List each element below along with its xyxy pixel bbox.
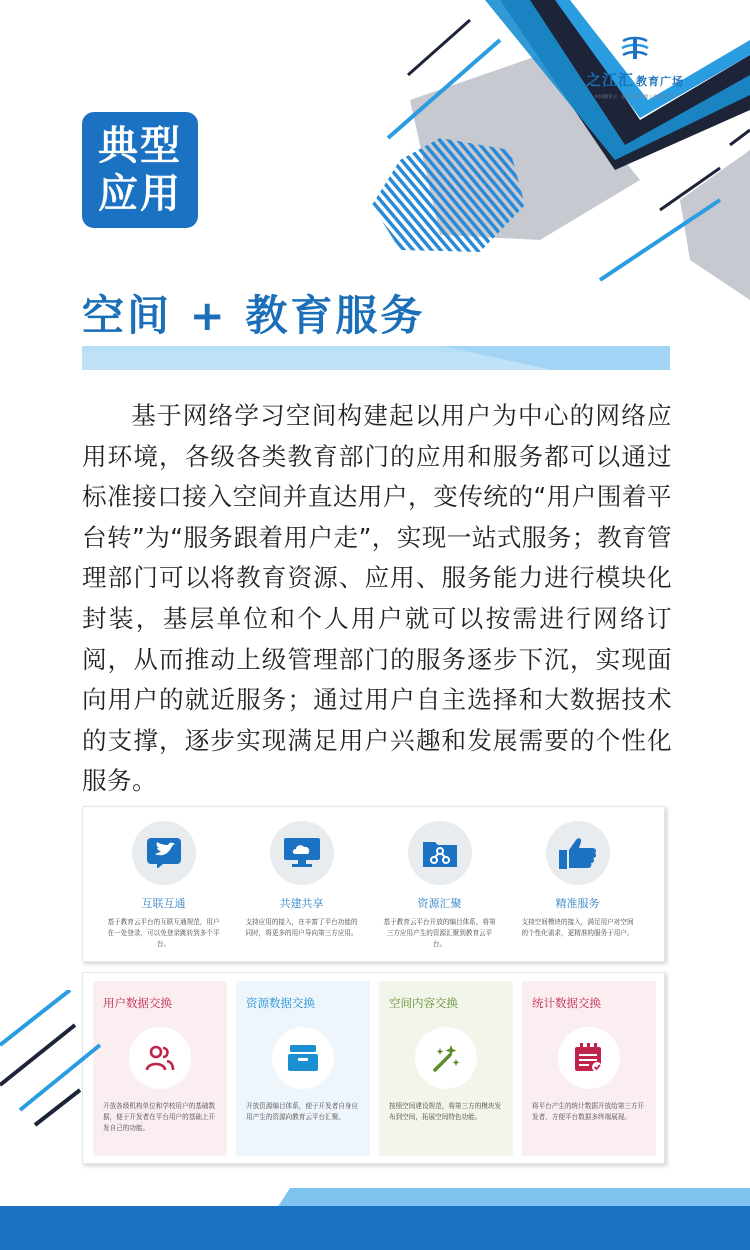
body-paragraph: 基于网络学习空间构建起以用户为中心的网络应用环境，各级各类教育部门的应用和服务都可以通过标准接口接入空间并直达用户，变传统的“用户围着平台转”为“服务跟着用户走”，实现一站式服务；教育管理部门可以将教育资源、应用、服务能力进行模块化封装，基层单位和个人用户就可以按需进行网络订阅，从而推动上级管理部门的服务逐步下沉，实现面向用户的就近服务；通过用户自主选择和大数据技术的支撑，逐步实现满足用户兴趣和发展需要的个性化服务。 xyxy=(82,401,672,796)
side-decoration xyxy=(0,990,110,1130)
exchange-card-resource-data xyxy=(236,981,370,1156)
brand-name-suffix: 教育广场 xyxy=(636,75,684,88)
feature-interconnect xyxy=(91,807,236,950)
badge-line-2: 应用 xyxy=(98,171,182,217)
footer-band xyxy=(0,1180,750,1250)
exchange-card-user-data xyxy=(93,981,227,1156)
exchange-card-statistics-data xyxy=(522,981,656,1156)
feature-co-build xyxy=(229,807,374,939)
badge-line-1: 典型 xyxy=(98,123,182,169)
card-desc: 开放资源编目体系，便于开发者自身应用产生的资源向教育云平台汇聚。 xyxy=(246,1102,359,1121)
share-folder-icon xyxy=(423,839,457,867)
feature-desc: 基于教育云平台的互联互通规范，用户在一处登录，可以免登录跳转到多个平台。 xyxy=(107,918,220,948)
card-desc: 开放各级机构单位和学校用户的基础数据，便于开发者在平台用户的基础上开发自己的功能。 xyxy=(103,1102,216,1132)
brand-name: 之江汇 xyxy=(585,71,634,89)
exchange-card-space-content xyxy=(379,981,513,1156)
typical-application-badge xyxy=(82,112,198,228)
thumbs-up-icon xyxy=(559,837,597,869)
archive-box-icon xyxy=(288,1045,318,1071)
feature-resource-gather xyxy=(367,807,512,950)
feature-desc: 基于教育云平台开放的编目体系，将第三方应用产生的资源汇聚到教育云平台。 xyxy=(383,918,496,948)
magic-wand-icon xyxy=(431,1043,461,1073)
feature-precise-service xyxy=(505,807,650,939)
calendar-check-icon xyxy=(575,1043,603,1073)
card-desc: 按照空间建设规范，将第三方的模块发布到空间，拓展空间特色功能。 xyxy=(389,1102,502,1121)
brand-logo xyxy=(575,35,695,100)
card-title: 资源数据交换 xyxy=(246,996,315,1010)
card-desc: 将平台产生的统计数据开放给第三方开发者，方便平台数据多终端展现。 xyxy=(532,1102,645,1121)
feature-desc: 支持空间模块的接入，满足用户对空间的个性化需求，更精准的服务于用户。 xyxy=(521,918,634,937)
feature-title: 资源汇聚 xyxy=(417,897,462,910)
section-title: 空间 + 教育服务 xyxy=(82,291,426,340)
features-panel xyxy=(82,806,665,962)
card-title: 用户数据交换 xyxy=(103,996,172,1010)
feature-title: 共建共享 xyxy=(279,897,324,910)
logo-mark-icon xyxy=(619,35,651,61)
data-exchange-panel xyxy=(82,972,665,1164)
title-underline-bar xyxy=(82,346,670,370)
card-title: 统计数据交换 xyxy=(532,996,601,1010)
feature-title: 互联互通 xyxy=(141,897,186,910)
feature-title: 精准服务 xyxy=(555,897,600,910)
twitter-bird-icon xyxy=(147,838,181,868)
brand-tagline: 中国教育云 · 浙江教育资源公共服务平台 xyxy=(594,94,676,100)
card-title: 空间内容交换 xyxy=(389,996,458,1010)
users-icon xyxy=(145,1045,175,1071)
cloud-monitor-icon xyxy=(284,838,320,868)
feature-desc: 支持应用的接入，在丰富了平台功能的同时，将更多的用户导向第三方应用。 xyxy=(245,918,358,937)
